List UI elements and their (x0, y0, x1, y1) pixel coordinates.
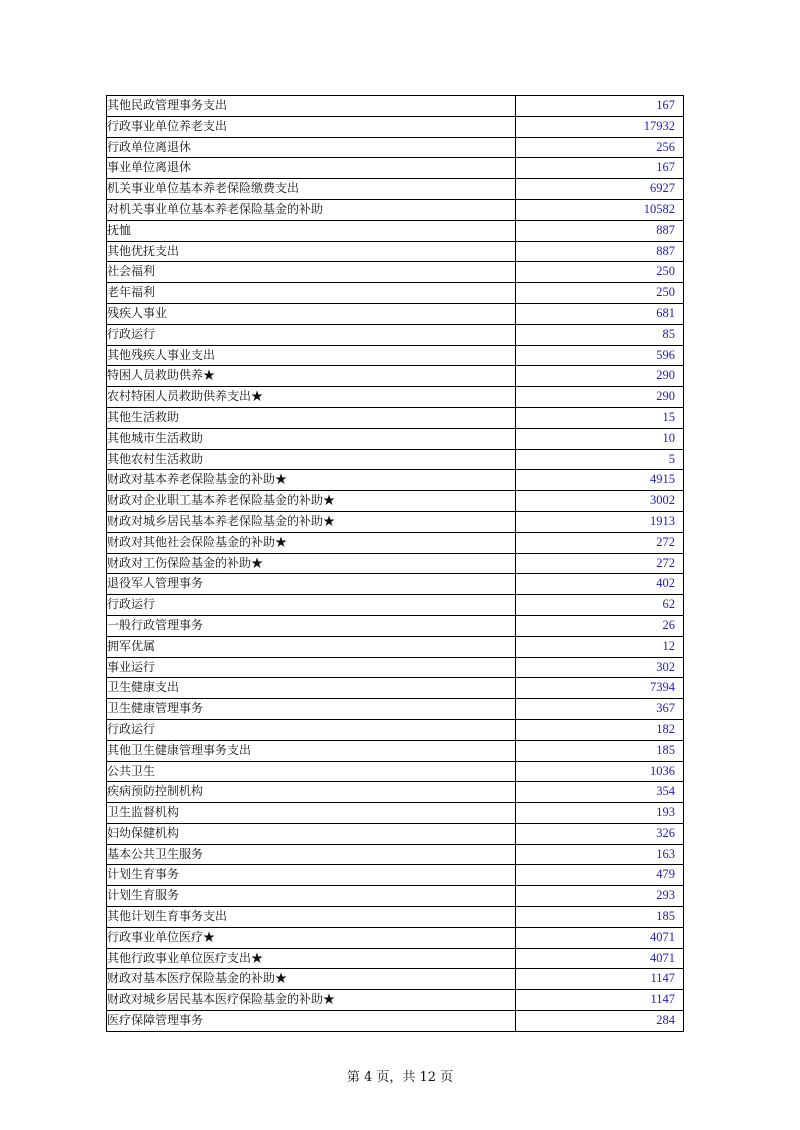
table-row (107, 782, 684, 803)
row-value: 5 (516, 449, 684, 470)
row-label: 医疗保障管理事务 (107, 1011, 516, 1032)
table-row (107, 615, 684, 636)
row-label: 其他生活救助 (107, 407, 516, 428)
row-value: 302 (516, 657, 684, 678)
row-value: 26 (516, 615, 684, 636)
table-row (107, 137, 684, 158)
row-value: 1913 (516, 511, 684, 532)
table-row (107, 803, 684, 824)
row-value: 15 (516, 407, 684, 428)
table-row (107, 844, 684, 865)
row-value: 17932 (516, 116, 684, 137)
row-value: 167 (516, 158, 684, 179)
row-label: 其他农村生活救助 (107, 449, 516, 470)
row-label: 残疾人事业 (107, 303, 516, 324)
row-value: 887 (516, 241, 684, 262)
row-label: 卫生健康支出 (107, 678, 516, 699)
row-label: 其他行政事业单位医疗支出★ (107, 948, 516, 969)
row-label: 社会福利 (107, 262, 516, 283)
row-label: 行政事业单位养老支出 (107, 116, 516, 137)
row-value: 293 (516, 886, 684, 907)
table-row (107, 678, 684, 699)
row-label: 疾病预防控制机构 (107, 782, 516, 803)
row-label: 财政对基本养老保险基金的补助★ (107, 470, 516, 491)
row-label: 对机关事业单位基本养老保险基金的补助 (107, 199, 516, 220)
table-row (107, 491, 684, 512)
row-value: 272 (516, 553, 684, 574)
table-row (107, 948, 684, 969)
table-row (107, 886, 684, 907)
row-value: 10 (516, 428, 684, 449)
table-row (107, 719, 684, 740)
row-value: 479 (516, 865, 684, 886)
table-row (107, 241, 684, 262)
table-row (107, 303, 684, 324)
table-row (107, 199, 684, 220)
row-value: 7394 (516, 678, 684, 699)
row-value: 10582 (516, 199, 684, 220)
row-label: 妇幼保健机构 (107, 823, 516, 844)
row-label: 卫生监督机构 (107, 803, 516, 824)
row-label: 财政对企业职工基本养老保险基金的补助★ (107, 491, 516, 512)
row-label: 基本公共卫生服务 (107, 844, 516, 865)
row-value: 4915 (516, 470, 684, 491)
row-value: 290 (516, 366, 684, 387)
table-row (107, 96, 684, 117)
table-row (107, 740, 684, 761)
table-row (107, 761, 684, 782)
table-row (107, 823, 684, 844)
table-row (107, 1011, 684, 1032)
row-label: 财政对城乡居民基本养老保险基金的补助★ (107, 511, 516, 532)
table-row (107, 407, 684, 428)
table-row (107, 470, 684, 491)
row-label: 农村特困人员救助供养支出★ (107, 387, 516, 408)
budget-table (106, 95, 684, 1032)
budget-table-body (107, 96, 684, 1032)
row-value: 1036 (516, 761, 684, 782)
row-label: 财政对基本医疗保险基金的补助★ (107, 969, 516, 990)
row-label: 其他优抚支出 (107, 241, 516, 262)
table-row (107, 387, 684, 408)
row-value: 193 (516, 803, 684, 824)
table-row (107, 179, 684, 200)
row-value: 284 (516, 1011, 684, 1032)
table-row (107, 595, 684, 616)
row-label: 其他计划生育事务支出 (107, 907, 516, 928)
row-value: 85 (516, 324, 684, 345)
table-row (107, 553, 684, 574)
row-label: 财政对城乡居民基本医疗保险基金的补助★ (107, 990, 516, 1011)
row-value: 62 (516, 595, 684, 616)
row-label: 财政对工伤保险基金的补助★ (107, 553, 516, 574)
row-value: 250 (516, 262, 684, 283)
row-value: 12 (516, 636, 684, 657)
row-label: 特困人员救助供养★ (107, 366, 516, 387)
row-value: 290 (516, 387, 684, 408)
row-label: 事业运行 (107, 657, 516, 678)
table-row (107, 428, 684, 449)
table-row (107, 574, 684, 595)
table-row (107, 990, 684, 1011)
row-label: 行政运行 (107, 324, 516, 345)
row-value: 887 (516, 220, 684, 241)
row-label: 一般行政管理事务 (107, 615, 516, 636)
table-row (107, 158, 684, 179)
row-label: 其他民政管理事务支出 (107, 96, 516, 117)
table-row (107, 262, 684, 283)
table-row (107, 532, 684, 553)
row-value: 4071 (516, 948, 684, 969)
table-row (107, 657, 684, 678)
row-value: 367 (516, 699, 684, 720)
row-label: 行政运行 (107, 719, 516, 740)
table-row (107, 907, 684, 928)
row-label: 事业单位离退休 (107, 158, 516, 179)
row-label: 其他城市生活救助 (107, 428, 516, 449)
row-value: 402 (516, 574, 684, 595)
row-value: 354 (516, 782, 684, 803)
table-row (107, 511, 684, 532)
table-row (107, 927, 684, 948)
row-value: 185 (516, 740, 684, 761)
row-value: 6927 (516, 179, 684, 200)
row-value: 167 (516, 96, 684, 117)
row-label: 计划生育服务 (107, 886, 516, 907)
table-row (107, 865, 684, 886)
row-label: 其他卫生健康管理事务支出 (107, 740, 516, 761)
table-row (107, 345, 684, 366)
table-row (107, 220, 684, 241)
table-row (107, 366, 684, 387)
row-label: 财政对其他社会保险基金的补助★ (107, 532, 516, 553)
table-row (107, 283, 684, 304)
row-label: 公共卫生 (107, 761, 516, 782)
row-value: 163 (516, 844, 684, 865)
row-label: 拥军优属 (107, 636, 516, 657)
row-value: 4071 (516, 927, 684, 948)
table-row (107, 116, 684, 137)
row-label: 行政运行 (107, 595, 516, 616)
row-value: 250 (516, 283, 684, 304)
row-label: 卫生健康管理事务 (107, 699, 516, 720)
row-value: 596 (516, 345, 684, 366)
row-label: 计划生育事务 (107, 865, 516, 886)
table-row (107, 636, 684, 657)
row-label: 抚恤 (107, 220, 516, 241)
row-value: 681 (516, 303, 684, 324)
row-label: 机关事业单位基本养老保险缴费支出 (107, 179, 516, 200)
table-row (107, 699, 684, 720)
row-value: 1147 (516, 969, 684, 990)
row-value: 256 (516, 137, 684, 158)
table-row (107, 969, 684, 990)
row-label: 其他残疾人事业支出 (107, 345, 516, 366)
row-value: 182 (516, 719, 684, 740)
row-value: 272 (516, 532, 684, 553)
row-value: 3002 (516, 491, 684, 512)
row-label: 老年福利 (107, 283, 516, 304)
table-row (107, 324, 684, 345)
row-value: 1147 (516, 990, 684, 1011)
row-value: 326 (516, 823, 684, 844)
page-footer: 第 4 页，共 12 页 (346, 1070, 454, 1085)
row-value: 185 (516, 907, 684, 928)
row-label: 行政事业单位医疗★ (107, 927, 516, 948)
table-row (107, 449, 684, 470)
row-label: 行政单位离退休 (107, 137, 516, 158)
row-label: 退役军人管理事务 (107, 574, 516, 595)
